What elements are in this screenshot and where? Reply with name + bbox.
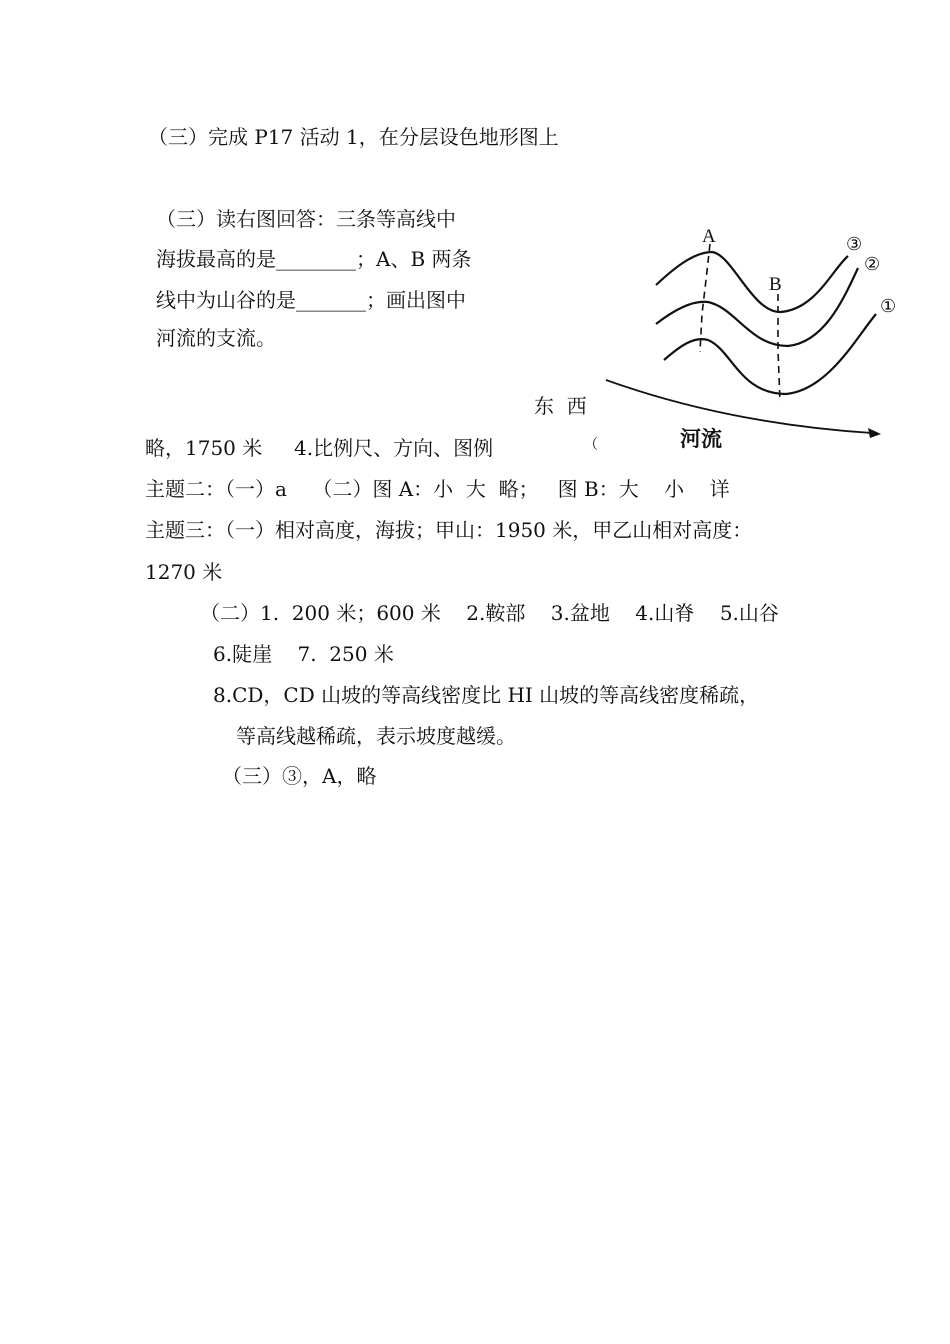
label-a: A	[702, 226, 716, 247]
contour-number-3: ③	[846, 234, 863, 255]
answer-line-1: 略，1750 米 4.比例尺、方向、图例	[145, 436, 494, 460]
contour-number-1: ①	[880, 296, 897, 317]
east-west-fragment: 东 西	[534, 394, 587, 418]
valley-dashed-line-b	[778, 294, 780, 402]
contour-number-2: ②	[864, 254, 881, 275]
question-line-1: （三）读右图回答：三条等高线中	[156, 207, 456, 231]
answer-line-9: （三）③，A，略	[222, 764, 377, 788]
contour-line-3	[656, 252, 848, 312]
contour-line-1	[664, 314, 876, 394]
question-line-3: 线中为山谷的是_______；画出图中	[156, 288, 466, 312]
river-label: 河流	[680, 427, 722, 451]
answer-line-6: 6.陡崖 7. 250 米	[213, 642, 394, 666]
ridge-dashed-line-a	[700, 244, 710, 352]
answer-line-7: 8.CD，CD 山坡的等高线密度比 HI 山坡的等高线密度稀疏，	[213, 683, 760, 707]
label-b: B	[769, 274, 782, 295]
answer-line-8: 等高线越稀疏，表示坡度越缓。	[236, 724, 516, 748]
contour-map-figure	[600, 222, 900, 452]
answer-line-4: 1270 米	[145, 560, 223, 584]
question-line-4: 河流的支流。	[156, 326, 276, 350]
paren-fragment: （	[584, 437, 598, 453]
answer-line-2: 主题二：（一）a （二）图 A：小 大 略； 图 B：大 小 详	[145, 477, 730, 501]
river-arrowhead	[868, 428, 881, 438]
answer-line-3: 主题三：（一）相对高度，海拔；甲山：1950 米，甲乙山相对高度：	[145, 518, 753, 542]
river-line	[606, 380, 872, 433]
section-line: （三）完成 P17 活动 1，在分层设色地形图上	[148, 125, 559, 149]
answer-line-5: （二）1. 200 米；600 米 2.鞍部 3.盆地 4.山脊 5.山谷	[200, 601, 779, 625]
question-line-2: 海拔最高的是________；A、B 两条	[156, 247, 472, 271]
